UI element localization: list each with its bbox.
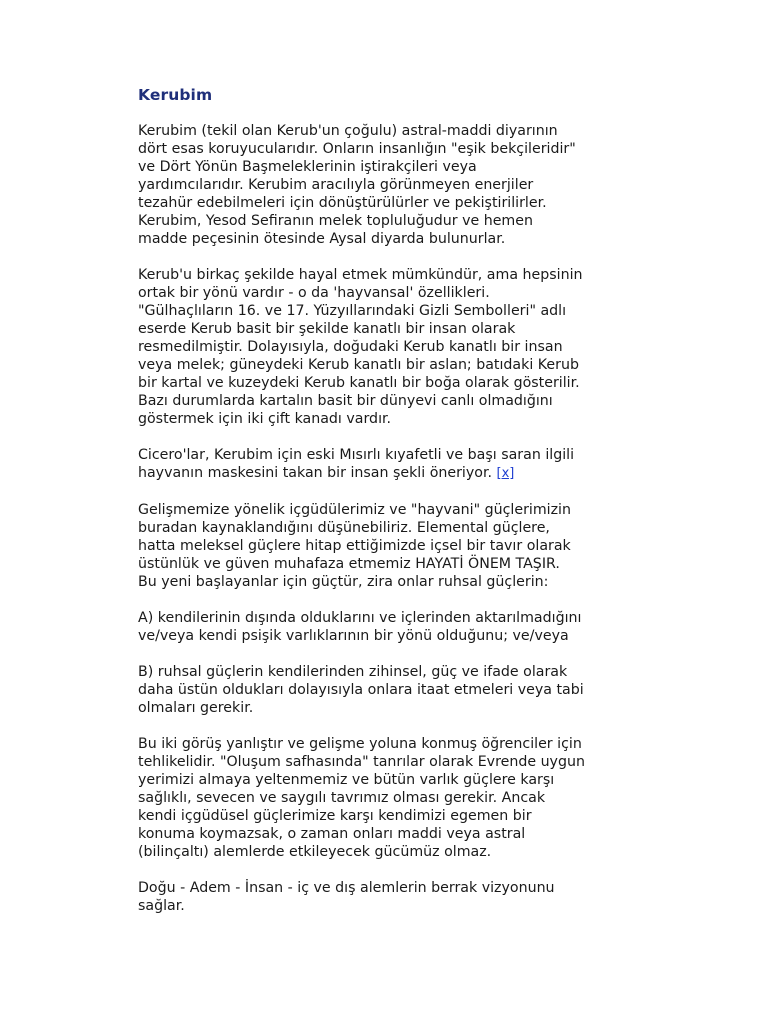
text-line: buradan kaynaklandığını düşünebiliriz. Elemental güçlere, [138, 520, 550, 536]
text-line: bir kartal ve kuzeydeki Kerub kanatlı bir boğa olarak gösterilir. [138, 375, 580, 391]
reference-link[interactable]: [x] [496, 466, 515, 481]
text-line: Kerubim (tekil olan Kerub'un çoğulu) astral-maddi diyarının [138, 123, 558, 139]
text-line: yardımcılarıdır. Kerubim aracılıyla görünmeyen enerjiler [138, 177, 534, 193]
paragraph-8 [138, 879, 638, 915]
text-line: konuma koymazsak, o zaman onları maddi veya astral [138, 826, 526, 842]
text-line: hatta meleksel güçlere hitap ettiğimizde içsel bir tavır olarak [138, 538, 571, 554]
text-line: (bilinçaltı) alemlerde etkileyecek gücümüz olmaz. [138, 844, 492, 860]
text-line: Gelişmemize yönelik içgüdülerimiz ve "hayvani" güçlerimizin [138, 502, 571, 518]
text-line: sağlıklı, sevecen ve saygılı tavrımız olması gerekir. Ancak [138, 790, 546, 806]
page-title: Kerubim [138, 86, 213, 104]
text-line: üstünlük ve güven muhafaza etmemiz HAYATİ ÖNEM TAŞIR. [138, 556, 560, 572]
text-line: sağlar. [138, 898, 185, 914]
text-line: kendi içgüdüsel güçlerimize karşı kendimizi egemen bir [138, 808, 532, 824]
text-line: Bu iki görüş yanlıştır ve gelişme yoluna konmuş öğrenciler için [138, 736, 582, 752]
text-line: Kerubim, Yesod Sefiranın melek topluluğudur ve hemen [138, 213, 533, 229]
text-line: daha üstün oldukları dolayısıyla onlara itaat etmeleri veya tabi [138, 682, 584, 698]
paragraph-3 [138, 446, 638, 483]
text-line: "Gülhaçlıların 16. ve 17. Yüzyıllarındaki Gizli Sembolleri" adlı [138, 303, 567, 319]
text-line: ve Dört Yönün Başmeleklerinin iştirakçileri veya [138, 159, 477, 175]
text-line: ortak bir yönü vardır - o da 'hayvansal' özellikleri. [138, 285, 490, 301]
text-line: B) ruhsal güçlerin kendilerinden zihinsel, güç ve ifade olarak [138, 664, 568, 680]
paragraph-6 [138, 663, 638, 717]
text-line: Kerub'u birkaç şekilde hayal etmek mümkündür, ama hepsinin [138, 267, 583, 283]
text-line: ve/veya kendi psişik varlıklarının bir yönü olduğunu; ve/veya [138, 628, 569, 644]
text-line: dört esas koruyucularıdır. Onların insanlığın "eşik bekçileridir" [138, 141, 576, 157]
text-line: madde peçesinin ötesinde Aysal diyarda bulunurlar. [138, 231, 506, 247]
text-line: Cicero'lar, Kerubim için eski Mısırlı kıyafetli ve başı saran ilgili [138, 447, 575, 463]
text-line: eserde Kerub basit bir şekilde kanatlı bir insan olarak [138, 321, 516, 337]
paragraph-4 [138, 501, 638, 591]
text-line: tezahür edebilmeleri için dönüştürülürler ve pekiştirilirler. [138, 195, 547, 211]
paragraph-7 [138, 735, 638, 861]
text-line [138, 464, 638, 483]
text-line: tehlikelidir. "Oluşum safhasında" tanrılar olarak Evrende uygun [138, 754, 585, 770]
text-line: yerimizi almaya yeltenmemiz ve bütün varlık güçlere karşı [138, 772, 555, 788]
paragraph-2 [138, 266, 638, 428]
text-line: veya melek; güneydeki Kerub kanatlı bir aslan; batıdaki Kerub [138, 357, 579, 373]
text-line: Bu yeni başlayanlar için güçtür, zira onlar ruhsal güçlerin: [138, 574, 549, 590]
paragraph-5 [138, 609, 638, 645]
text-line: A) kendilerinin dışında olduklarını ve içlerinden aktarılmadığını [138, 610, 582, 626]
text-line: Doğu - Adem - İnsan - iç ve dış alemlerin berrak vizyonunu [138, 880, 555, 896]
paragraph-1 [138, 122, 638, 248]
text-line: Bazı durumlarda kartalın basit bir dünyevi canlı olmadığını [138, 393, 553, 409]
text-line: resmedilmiştir. Dolayısıyla, doğudaki Kerub kanatlı bir insan [138, 339, 563, 355]
text-line: olmaları gerekir. [138, 700, 254, 716]
text-line-content: hayvanın maskesini takan bir insan şekli öneriyor. [138, 465, 492, 481]
document-page [138, 86, 638, 933]
text-line: göstermek için iki çift kanadı vardır. [138, 411, 392, 427]
